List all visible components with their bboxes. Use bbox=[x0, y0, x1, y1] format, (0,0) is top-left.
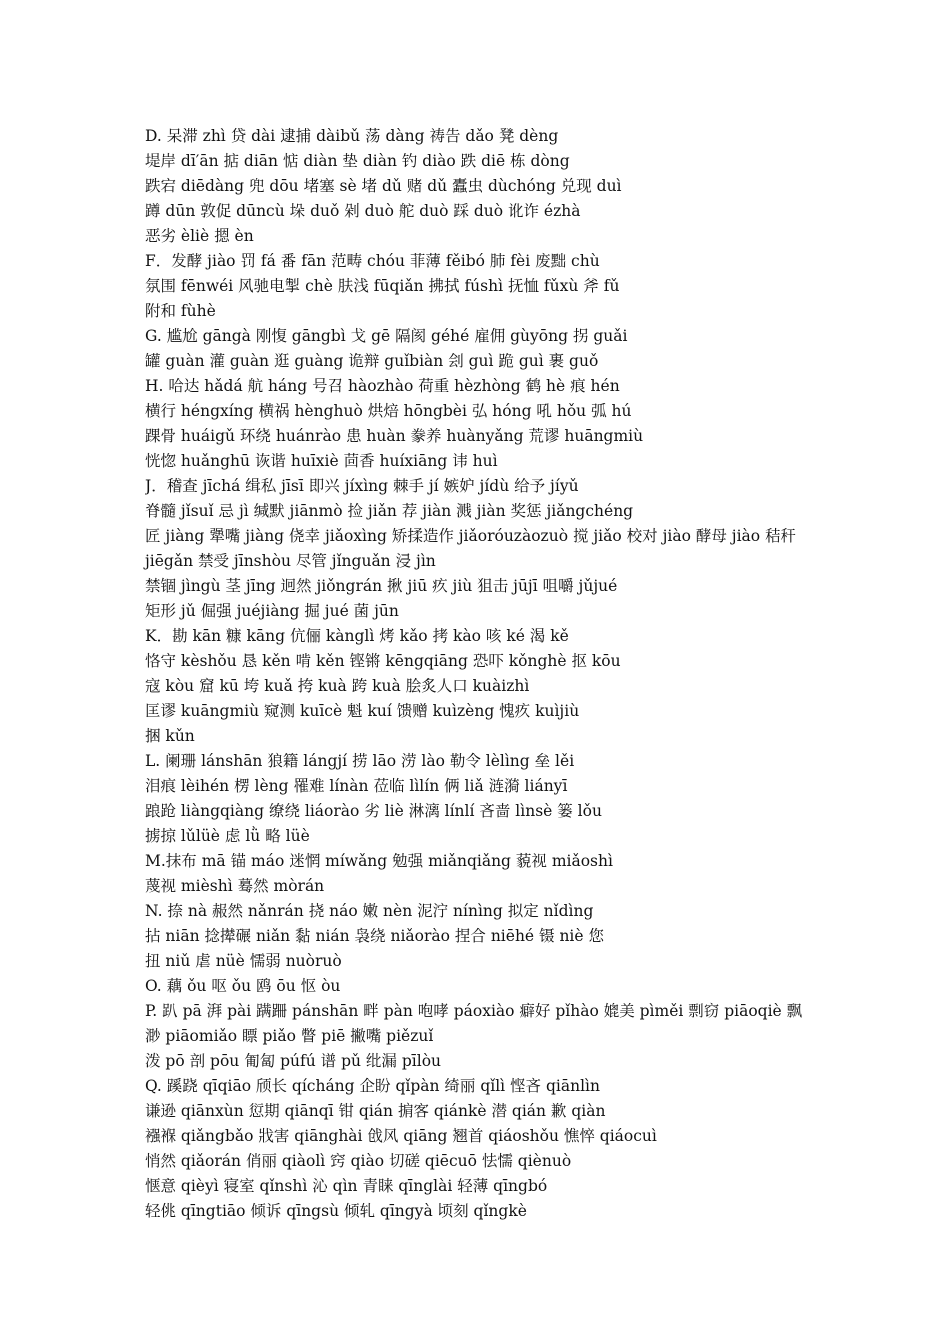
text-line-f-1: F．发酵 jiào 罚 fá 番 fān 范畴 chóu 菲薄 fěibó 肺 fèi 废黜 chù bbox=[145, 252, 600, 270]
text-line-q-5: 惬意 qièyì 寝室 qǐnshì 沁 qìn 青睐 qīnglài 轻薄 qīngbó bbox=[145, 1177, 548, 1195]
text-line-q-2: 谦逊 qiānxùn 愆期 qiānqī 钳 qián 掮客 qiánkè 潜 qián 歉 qiàn bbox=[145, 1102, 606, 1120]
text-line-h-1: H. 哈达 hǎdá 航 háng 号召 hàozhào 荷重 hèzhòng 鹤 hè 痕 hén bbox=[145, 377, 620, 395]
text-line-h-4: 恍惚 huǎnghū 诙谐 huīxiè 茴香 huíxiāng 讳 huì bbox=[145, 452, 498, 470]
text-line-l-3: 踉跄 liàngqiàng 缭绕 liáorào 劣 liè 淋漓 línlí 吝啬 lìnsè 篓 lǒu bbox=[145, 802, 602, 820]
vocabulary-list bbox=[145, 124, 810, 1224]
text-line-l-4: 掳掠 lǔlüè 虑 lǜ 略 lüè bbox=[145, 827, 310, 845]
text-line-m-1: M.抹布 mā 锚 máo 迷惘 míwǎng 勉强 miǎnqiǎng 藐视 miǎoshì bbox=[145, 852, 613, 870]
text-line-f-2: 氛围 fēnwéi 风驰电掣 chè 肤浅 fūqiǎn 拂拭 fúshì 抚恤 fǔxù 斧 fǔ bbox=[145, 277, 620, 295]
text-line-k-4: 匡谬 kuāngmiù 窥测 kuīcè 魁 kuí 馈赠 kuìzèng 愧疚 kuìjiù bbox=[145, 702, 580, 720]
text-line-j-2: 脊髓 jǐsuǐ 忌 jì 缄默 jiānmò 捡 jiǎn 荐 jiàn 溅 jiàn 奖惩 jiǎngchéng bbox=[145, 502, 634, 520]
text-line-k-3: 寇 kòu 窟 kū 垮 kuǎ 挎 kuà 跨 kuà 脍炙人口 kuàizhì bbox=[145, 677, 530, 695]
text-line-p-1: P. 趴 pā 湃 pài 蹒跚 pánshān 畔 pàn 咆哮 páoxiào 癖好 pǐhào 媲美 pìměi 剽窃 piāoqiè 飘渺 piāomiǎo 瞟 piǎo 瞥 piē 撇嘴 piězuǐ bbox=[145, 1002, 803, 1045]
text-line-k-2: 恪守 kèshǒu 恳 kěn 啃 kěn 铿锵 kēngqiāng 恐吓 kǒnghè 抠 kōu bbox=[145, 652, 621, 670]
text-line-e-1: 恶劣 èliè 摁 èn bbox=[145, 227, 254, 245]
text-line-l-2: 泪痕 lèihén 楞 lèng 罹难 línàn 莅临 lìlín 俩 liǎ 涟漪 liányī bbox=[145, 777, 568, 795]
text-line-p-2: 泼 pō 剖 pōu 匍匐 púfú 谱 pǔ 纰漏 pīlòu bbox=[145, 1052, 442, 1070]
text-line-g-1: G. 尴尬 gāngà 刚愎 gāngbì 戈 gē 隔阂 géhé 雇佣 gùyōng 拐 guǎi bbox=[145, 327, 628, 345]
text-line-d-4: 蹲 dūn 敦促 dūncù 垛 duǒ 剁 duò 舵 duò 踩 duò 讹诈 ézhà bbox=[145, 202, 581, 220]
text-line-n-2: 拈 niān 捻撵碾 niǎn 黏 nián 袅绕 niǎorào 捏合 niēhé 镊 niè 您 bbox=[145, 927, 604, 945]
text-line-l-1: L. 阑珊 lánshān 狼籍 lángjí 捞 lāo 涝 lào 勒令 lèlìng 垒 lěi bbox=[145, 752, 575, 770]
text-line-o-1: O. 藕 ǒu 呕 ǒu 鸥 ōu 怄 òu bbox=[145, 977, 341, 995]
text-line-m-2: 蔑视 mièshì 蓦然 mòrán bbox=[145, 877, 325, 895]
text-line-n-1: N. 捺 nà 赧然 nǎnrán 挠 náo 嫩 nèn 泥泞 nínìng 拟定 nǐdìng bbox=[145, 902, 594, 920]
text-line-h-3: 踝骨 huáigǔ 环绕 huánrào 患 huàn 豢养 huànyǎng 荒谬 huāngmiù bbox=[145, 427, 644, 445]
text-line-q-1: Q. 蹊跷 qīqiāo 颀长 qícháng 企盼 qǐpàn 绮丽 qǐlì 悭吝 qiānlìn bbox=[145, 1077, 600, 1095]
text-line-g-2: 罐 guàn 灌 guàn 逛 guàng 诡辩 guǐbiàn 刽 guì 跪 guì 裹 guǒ bbox=[145, 352, 599, 370]
text-line-n-3: 扭 niǔ 虐 nüè 懦弱 nuòruò bbox=[145, 952, 342, 970]
text-line-j-3: 匠 jiàng 犟嘴 jiàng 侥幸 jiǎoxìng 矫揉造作 jiǎoróuzàozuò 搅 jiǎo 校对 jiào 酵母 jiào 秸秆 jiēgǎn 禁受 jīnshòu 尽管 jǐnguǎn 浸 jìn bbox=[145, 527, 797, 570]
text-line-d-1: D. 呆滞 zhì 贷 dài 逮捕 dàibǔ 荡 dàng 祷告 dǎo 凳 dèng bbox=[145, 127, 559, 145]
text-line-h-2: 横行 héngxíng 横祸 hènghuò 烘焙 hōngbèi 弘 hóng 吼 hǒu 弧 hú bbox=[145, 402, 632, 420]
text-line-j-1: J．稽查 jīchá 缉私 jīsī 即兴 jíxìng 棘手 jí 嫉妒 jídù 给予 jíyǔ bbox=[145, 477, 579, 495]
text-line-k-1: K．勘 kān 糠 kāng 伉俪 kànglì 烤 kǎo 拷 kào 咳 ké 渴 kě bbox=[145, 627, 569, 645]
text-line-f-3: 附和 fùhè bbox=[145, 302, 216, 320]
text-line-q-6: 轻佻 qīngtiāo 倾诉 qīngsù 倾轧 qīngyà 顷刻 qǐngkè bbox=[145, 1202, 527, 1220]
text-line-d-3: 跌宕 diēdàng 兜 dōu 堵塞 sè 堵 dǔ 赌 dǔ 蠹虫 dùchóng 兑现 duì bbox=[145, 177, 622, 195]
text-line-j-4: 禁锢 jìngù 茎 jīng 迥然 jiǒngrán 揪 jiū 疚 jiù 狙击 jūjī 咀嚼 jǔjué bbox=[145, 577, 618, 595]
text-line-d-2: 堤岸 dī′ān 掂 diān 惦 diàn 垫 diàn 钓 diào 跌 diē 栋 dòng bbox=[145, 152, 570, 170]
text-line-q-4: 悄然 qiǎorán 俏丽 qiàolì 窍 qiào 切磋 qiēcuō 怯懦 qiènuò bbox=[145, 1152, 572, 1170]
text-line-j-5: 矩形 jǔ 倔强 juéjiàng 掘 jué 菌 jūn bbox=[145, 602, 399, 620]
text-line-k-5: 捆 kǔn bbox=[145, 727, 195, 745]
text-line-q-3: 襁褓 qiǎngbǎo 戕害 qiānghài 戗风 qiāng 翘首 qiáoshǒu 憔悴 qiáocuì bbox=[145, 1127, 657, 1145]
